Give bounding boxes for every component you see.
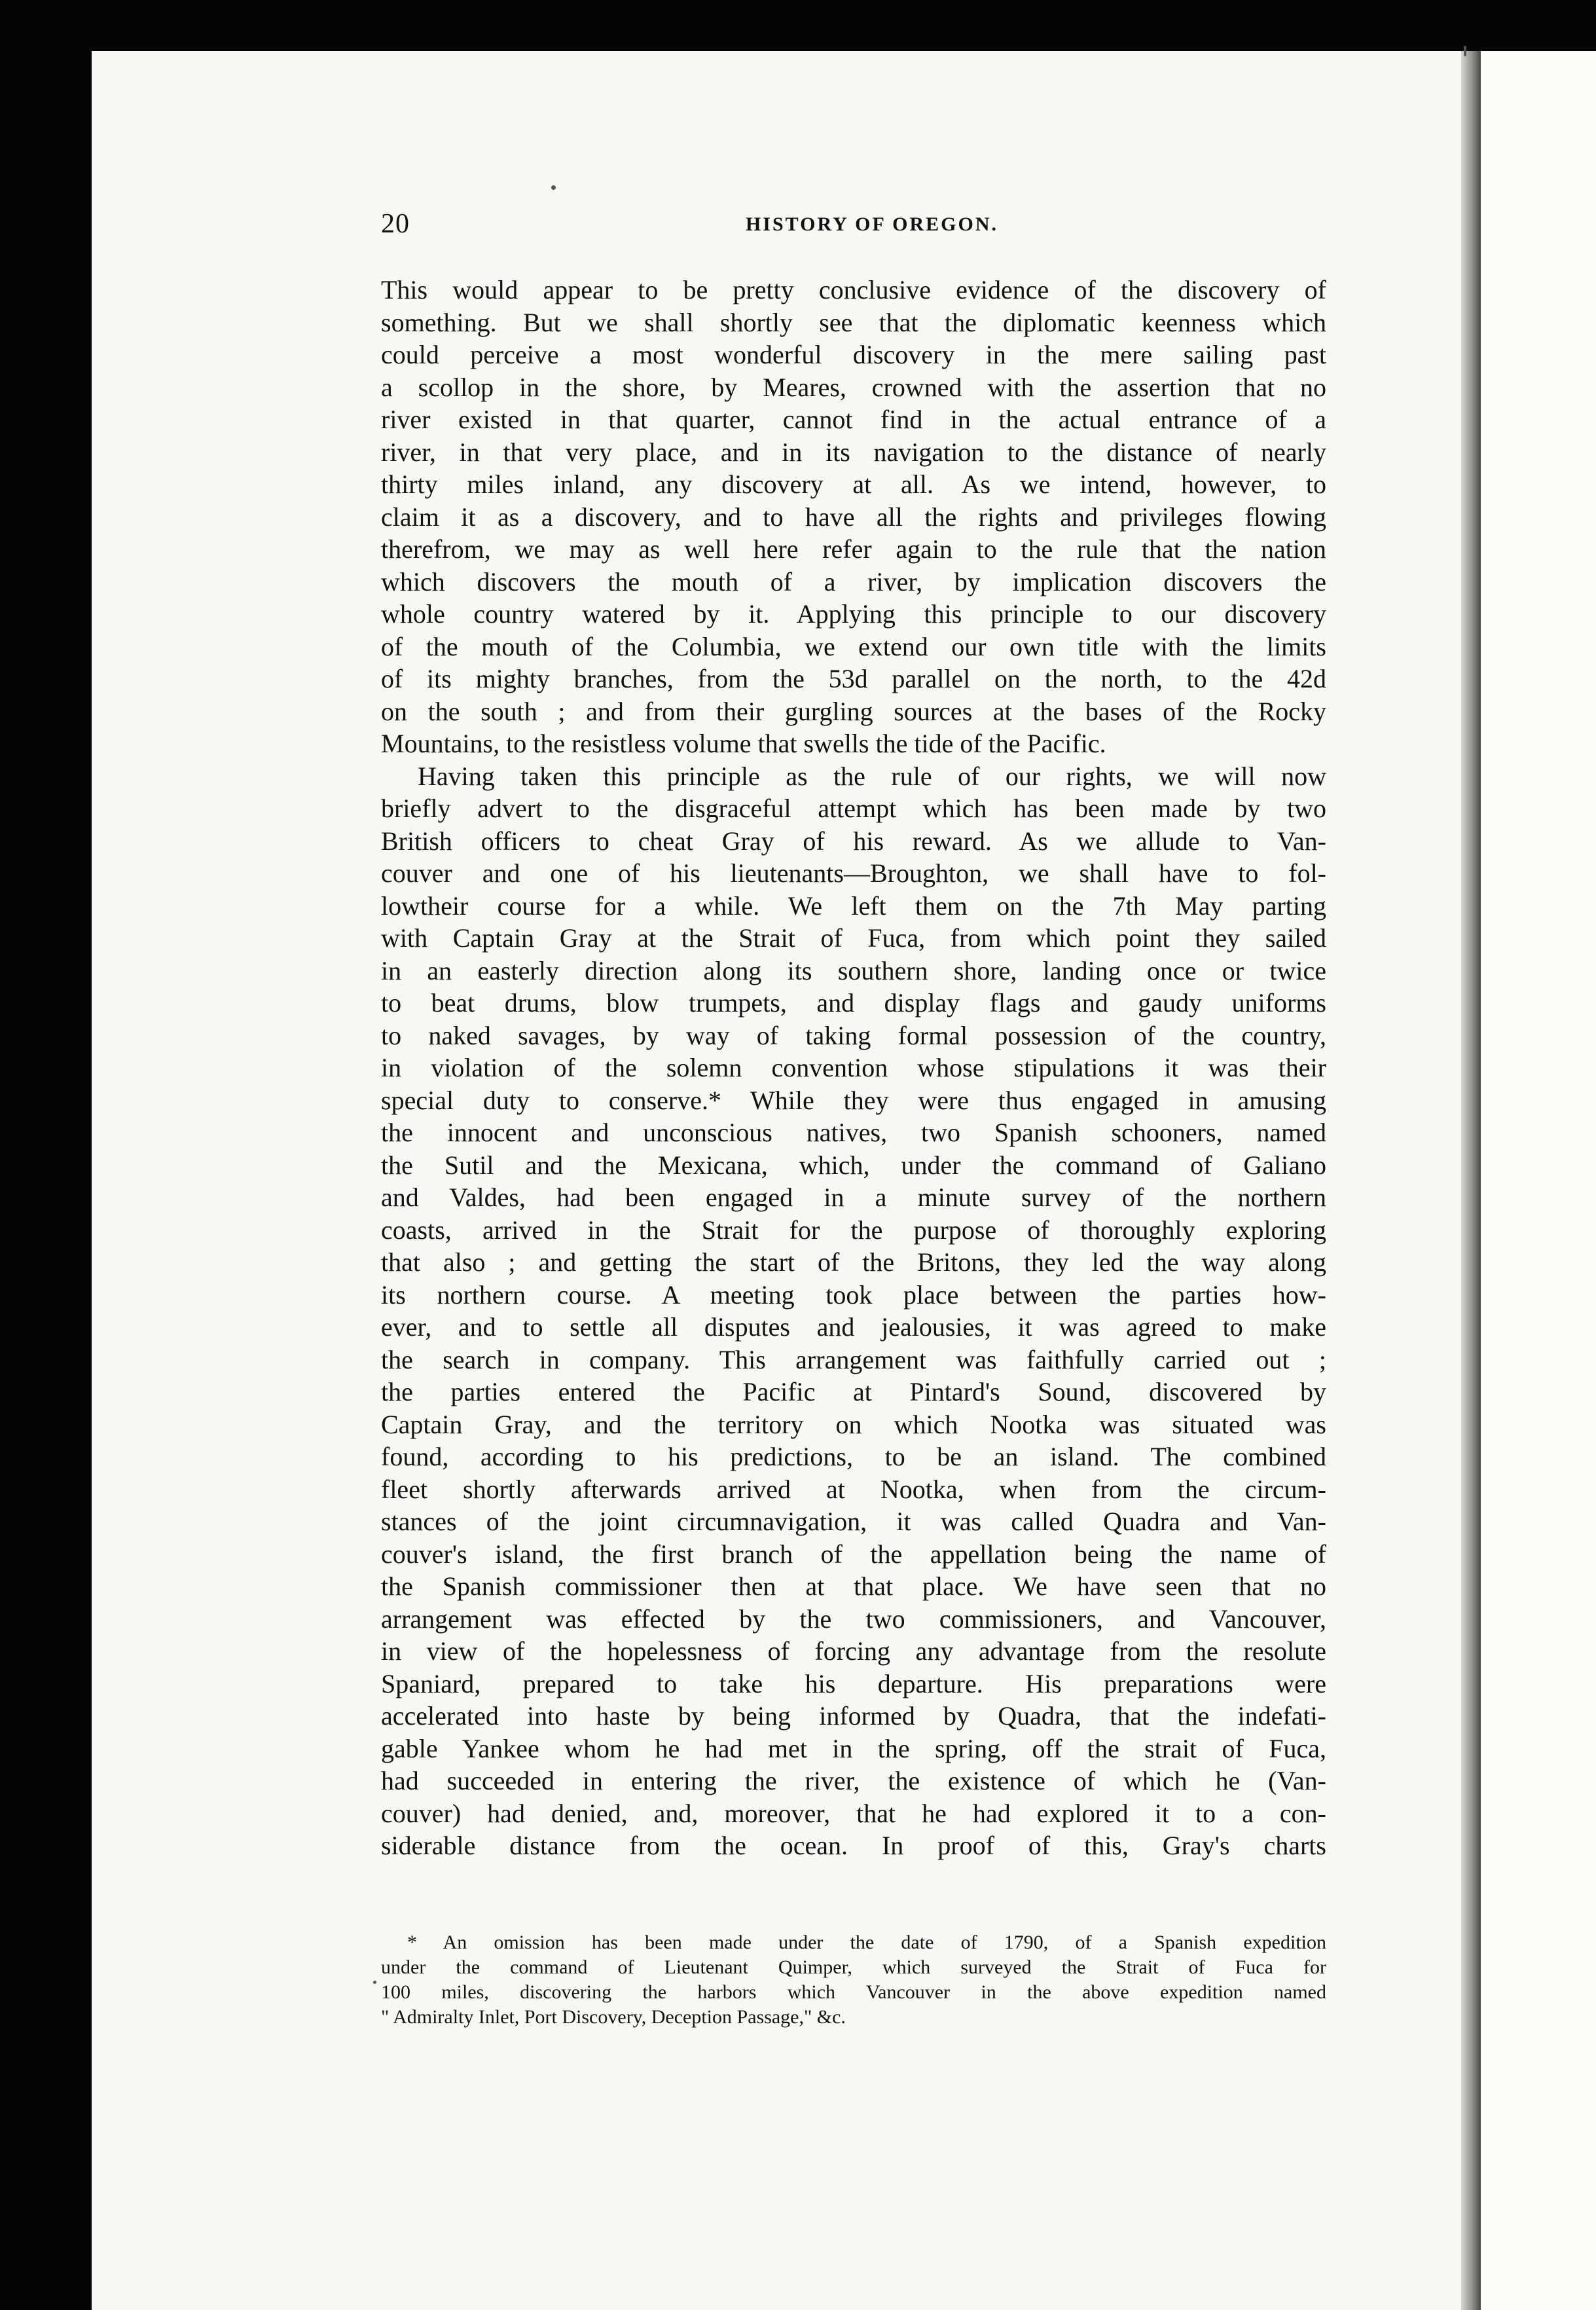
body-text — [381, 274, 1326, 1862]
text-line: in an easterly direction along its southern shore, landing once or twice — [381, 955, 1326, 985]
text-line: of the mouth of the Columbia, we extend our own title with the limits — [381, 631, 1326, 661]
text-line: in view of the hopelessness of forcing any advantage from the resolute — [381, 1636, 1326, 1666]
text-line: couver and one of his lieutenants—Broughton, we shall have to fol- — [381, 858, 1326, 888]
text-line: in violation of the solemn convention whose stipulations it was their — [381, 1053, 1326, 1082]
text-line: therefrom, we may as well here refer again to the rule that the nation — [381, 534, 1326, 564]
text-line: British officers to cheat Gray of his reward. As we allude to Van- — [381, 826, 1326, 856]
text-line: river existed in that quarter, cannot find in the actual entrance of a — [381, 405, 1326, 434]
text-line: This would appear to be pretty conclusive evidence of the discovery of — [381, 275, 1326, 304]
text-line: river, in that very place, and in its navigation to the distance of nearly — [381, 437, 1326, 467]
text-line: of its mighty branches, from the 53d parallel on the north, to the 42d — [381, 664, 1326, 693]
scan-speck — [373, 1981, 376, 1984]
text-line: special duty to conserve.* While they were thus engaged in amusing — [381, 1085, 1326, 1115]
footnote — [381, 1930, 1326, 2030]
text-line: the parties entered the Pacific at Pintard's Sound, discovered by — [381, 1377, 1326, 1406]
page-number: 20 — [381, 209, 410, 239]
text-line: the innocent and unconscious natives, two Spanish schooners, named — [381, 1118, 1326, 1147]
footnote-line: under the command of Lieutenant Quimper, which surveyed the Strait of Fuca for — [381, 1956, 1326, 1978]
text-line: Captain Gray, and the territory on which Nootka was situated was — [381, 1409, 1326, 1439]
footnote-line: 100 miles, discovering the harbors which Vancouver in the above expedition named — [381, 1981, 1326, 2003]
text-line: the search in company. This arrangement was faithfully carried out ; — [381, 1344, 1326, 1374]
text-line: siderable distance from the ocean. In proof of this, Gray's charts — [381, 1831, 1326, 1860]
running-head — [381, 208, 1326, 248]
text-line: something. But we shall shortly see that the diplomatic keenness which — [381, 307, 1326, 337]
text-line: coasts, arrived in the Strait for the purpose of thoroughly exploring — [381, 1215, 1326, 1245]
text-line: that also ; and getting the start of the Britons, they led the way along — [381, 1247, 1326, 1277]
text-line: had succeeded in entering the river, the existence of which he (Van- — [381, 1766, 1326, 1795]
page-edge-shadow — [1461, 51, 1481, 2310]
text-line: stances of the joint circumnavigation, it was called Quadra and Van- — [381, 1507, 1326, 1536]
text-line: a scollop in the shore, by Meares, crowned with the assertion that no — [381, 372, 1326, 402]
text-line: accelerated into haste by being informed by Quadra, that the indefati- — [381, 1701, 1326, 1731]
text-line: which discovers the mouth of a river, by implication discovers the — [381, 566, 1326, 596]
footnote-line: * An omission has been made under the date of 1790, of a Spanish expedition — [407, 1932, 1326, 1953]
text-line: lowtheir course for a while. We left them on the 7th May parting — [381, 890, 1326, 921]
text-line: to beat drums, blow trumpets, and display flags and gaudy uniforms — [381, 988, 1326, 1018]
text-line: couver's island, the first branch of the appellation being the name of — [381, 1539, 1326, 1569]
text-line: found, according to his predictions, to be an island. The combined — [381, 1442, 1326, 1471]
text-line: claim it as a discovery, and to have all the rights and privileges flowing — [381, 502, 1326, 532]
text-line: to naked savages, by way of taking formal possession of the country, — [381, 1020, 1326, 1050]
text-line: Spaniard, prepared to take his departure. His preparations were — [381, 1668, 1326, 1698]
text-line: and Valdes, had been engaged in a minute survey of the northern — [381, 1182, 1326, 1212]
text-line: on the south ; and from their gurgling sources at the bases of the Rocky — [381, 696, 1326, 726]
text-line: Having taken this principle as the rule of our rights, we will now — [418, 761, 1326, 791]
footnote-line: " Admiralty Inlet, Port Discovery, Deception Passage," &c. — [381, 2006, 846, 2028]
text-line: the Sutil and the Mexicana, which, under the command of Galiano — [381, 1150, 1326, 1180]
scan-speck — [1464, 46, 1466, 56]
text-line: its northern course. A meeting took place between the parties how- — [381, 1279, 1326, 1310]
text-line: could perceive a most wonderful discovery in the mere sailing past — [381, 340, 1326, 369]
scan-speck — [551, 185, 556, 190]
text-line: the Spanish commissioner then at that place. We have seen that no — [381, 1571, 1326, 1601]
text-line: arrangement was effected by the two commissioners, and Vancouver, — [381, 1604, 1326, 1634]
text-line: whole country watered by it. Applying this principle to our discovery — [381, 599, 1326, 629]
text-line: Mountains, to the resistless volume that swells the tide of the Pacific. — [381, 729, 1106, 758]
text-line: with Captain Gray at the Strait of Fuca, from which point they sailed — [381, 923, 1326, 953]
text-line: couver) had denied, and, moreover, that he had explored it to a con- — [381, 1798, 1326, 1828]
text-line: gable Yankee whom he had met in the spring, off the strait of Fuca, — [381, 1733, 1326, 1763]
text-line: ever, and to settle all disputes and jealousies, it was agreed to make — [381, 1312, 1326, 1342]
facing-page-strip — [1481, 51, 1596, 2310]
text-line: briefly advert to the disgraceful attempt which has been made by two — [381, 794, 1326, 823]
text-line: thirty miles inland, any discovery at all. As we intend, however, to — [381, 469, 1326, 499]
running-title: HISTORY OF OREGON. — [745, 213, 999, 235]
text-line: fleet shortly afterwards arrived at Nootka, when from the circum- — [381, 1474, 1326, 1504]
